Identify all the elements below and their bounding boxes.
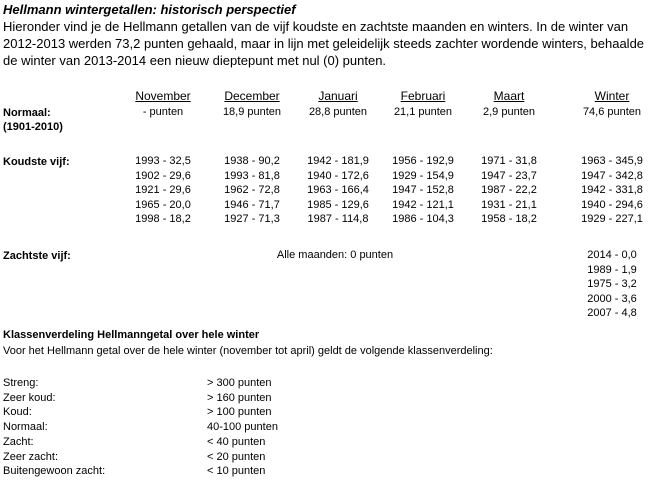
list-item: 1986 - 104,3	[392, 213, 454, 225]
klasse-label: Zacht:	[3, 435, 34, 448]
intro-paragraph: Hieronder vind je de Hellmann getallen van de vijf koudste en zachtste maanden en winters. In de winter van 2012-2013 werden 73,2 punten gehaald, maar in lijn met geleidelijk steeds zachter wordende winters, behaalde de winter van 2013-2014 een nieuw dieptepunt met nul (0) punten.	[3, 19, 645, 68]
list-item: 1962 - 72,8	[224, 184, 280, 196]
list-item: 1942 - 181,9	[307, 155, 369, 167]
list-item: 1940 - 172,6	[307, 169, 369, 182]
koudste-maart-list	[463, 154, 555, 227]
list-item: 1985 - 129,6	[307, 198, 369, 211]
klasse-value: < 10 punten	[207, 465, 266, 478]
klasse-label: Buitengewoon zacht:	[3, 465, 106, 478]
list-item: 1998 - 18,2	[135, 213, 191, 225]
list-item: 1989 - 1,9	[587, 263, 637, 276]
klasse-label: Zeer zacht:	[3, 450, 59, 463]
list-item: 1938 - 90,2	[224, 155, 280, 167]
normaal-december: 18,9 punten	[222, 106, 282, 118]
list-item: 1942 - 121,1	[392, 198, 454, 211]
col-header-december: December	[224, 89, 280, 103]
normaal-februari: 21,1 punten	[393, 106, 453, 118]
koudste-december-list	[206, 154, 298, 227]
koudste-label: Koudste vijf:	[3, 156, 70, 168]
list-item: 1987 - 114,8	[307, 213, 369, 225]
list-item: 1929 - 227,1	[581, 213, 643, 225]
list-item: 1963 - 166,4	[307, 184, 369, 196]
list-item: 2000 - 3,6	[587, 292, 637, 305]
page-title: Hellmann wintergetallen: historisch perspectief	[3, 2, 296, 17]
normaal-november: - punten	[142, 106, 184, 118]
list-item: 1971 - 31,8	[481, 155, 537, 167]
list-item: 1963 - 345,9	[581, 155, 643, 167]
col-header-maart: Maart	[493, 89, 525, 103]
normaal-januari: 28,8 punten	[308, 106, 368, 118]
klasse-label: Zeer koud:	[3, 391, 56, 404]
list-item: 1947 - 342,8	[581, 169, 643, 182]
list-item: 1931 - 21,1	[481, 198, 537, 211]
list-item: 1946 - 71,7	[224, 198, 280, 211]
list-item: 1927 - 71,3	[224, 213, 280, 225]
zachtste-months-note: Alle maanden: 0 punten	[276, 249, 394, 261]
klasse-label: Koud:	[3, 406, 32, 419]
list-item: 1987 - 22,2	[481, 184, 537, 196]
list-item: 1947 - 152,8	[392, 184, 454, 196]
list-item: 1942 - 331,8	[581, 184, 643, 196]
list-item: 1975 - 3,2	[587, 278, 637, 290]
col-header-winter: Winter	[594, 89, 630, 103]
klassen-title: Klassenverdeling Hellmanngetal over hele winter	[3, 329, 260, 341]
klasse-value: < 40 punten	[207, 435, 266, 448]
list-item: 1993 - 32,5	[135, 155, 191, 167]
klassen-labels	[3, 376, 105, 479]
normaal-period-label: (1901-2010)	[3, 121, 63, 133]
list-item: 2007 - 4,8	[587, 307, 637, 319]
list-item: 1956 - 192,9	[392, 155, 454, 167]
zachtste-label: Zachtste vijf:	[3, 250, 71, 262]
normaal-maart: 2,9 punten	[483, 106, 535, 118]
klasse-value: > 100 punten	[207, 406, 272, 419]
klasse-label: Streng:	[3, 377, 39, 389]
list-item: 1993 - 81,8	[224, 169, 280, 182]
list-item: 1902 - 29,6	[135, 169, 191, 182]
normaal-winter: 74,6 punten	[582, 106, 642, 118]
list-item: 1921 - 29,6	[135, 184, 191, 196]
klassen-intro: Voor het Hellmann getal over de hele winter (november tot april) geldt de volgende klassenverdeling:	[3, 345, 493, 357]
koudste-november-list	[119, 154, 207, 227]
col-header-november: November	[135, 89, 191, 103]
koudste-februari-list	[377, 154, 469, 227]
list-item: 2014 - 0,0	[587, 249, 637, 261]
koudste-winter-list	[566, 154, 658, 227]
klasse-label: Normaal:	[3, 421, 48, 434]
klasse-value: 40-100 punten	[207, 421, 278, 434]
list-item: 1940 - 294,6	[581, 198, 643, 211]
list-item: 1965 - 20,0	[135, 198, 191, 211]
klassen-values	[207, 376, 278, 479]
normaal-label: Normaal:	[3, 107, 51, 119]
col-header-februari: Februari	[400, 89, 446, 103]
col-header-januari: Januari	[318, 89, 358, 103]
klasse-value: > 160 punten	[207, 391, 272, 404]
list-item: 1958 - 18,2	[481, 213, 537, 225]
klasse-value: < 20 punten	[207, 450, 266, 463]
koudste-januari-list	[292, 154, 384, 227]
klasse-value: > 300 punten	[207, 377, 272, 389]
zachtste-winter-list	[566, 248, 658, 321]
list-item: 1947 - 23,7	[481, 169, 537, 182]
list-item: 1929 - 154,9	[392, 169, 454, 182]
